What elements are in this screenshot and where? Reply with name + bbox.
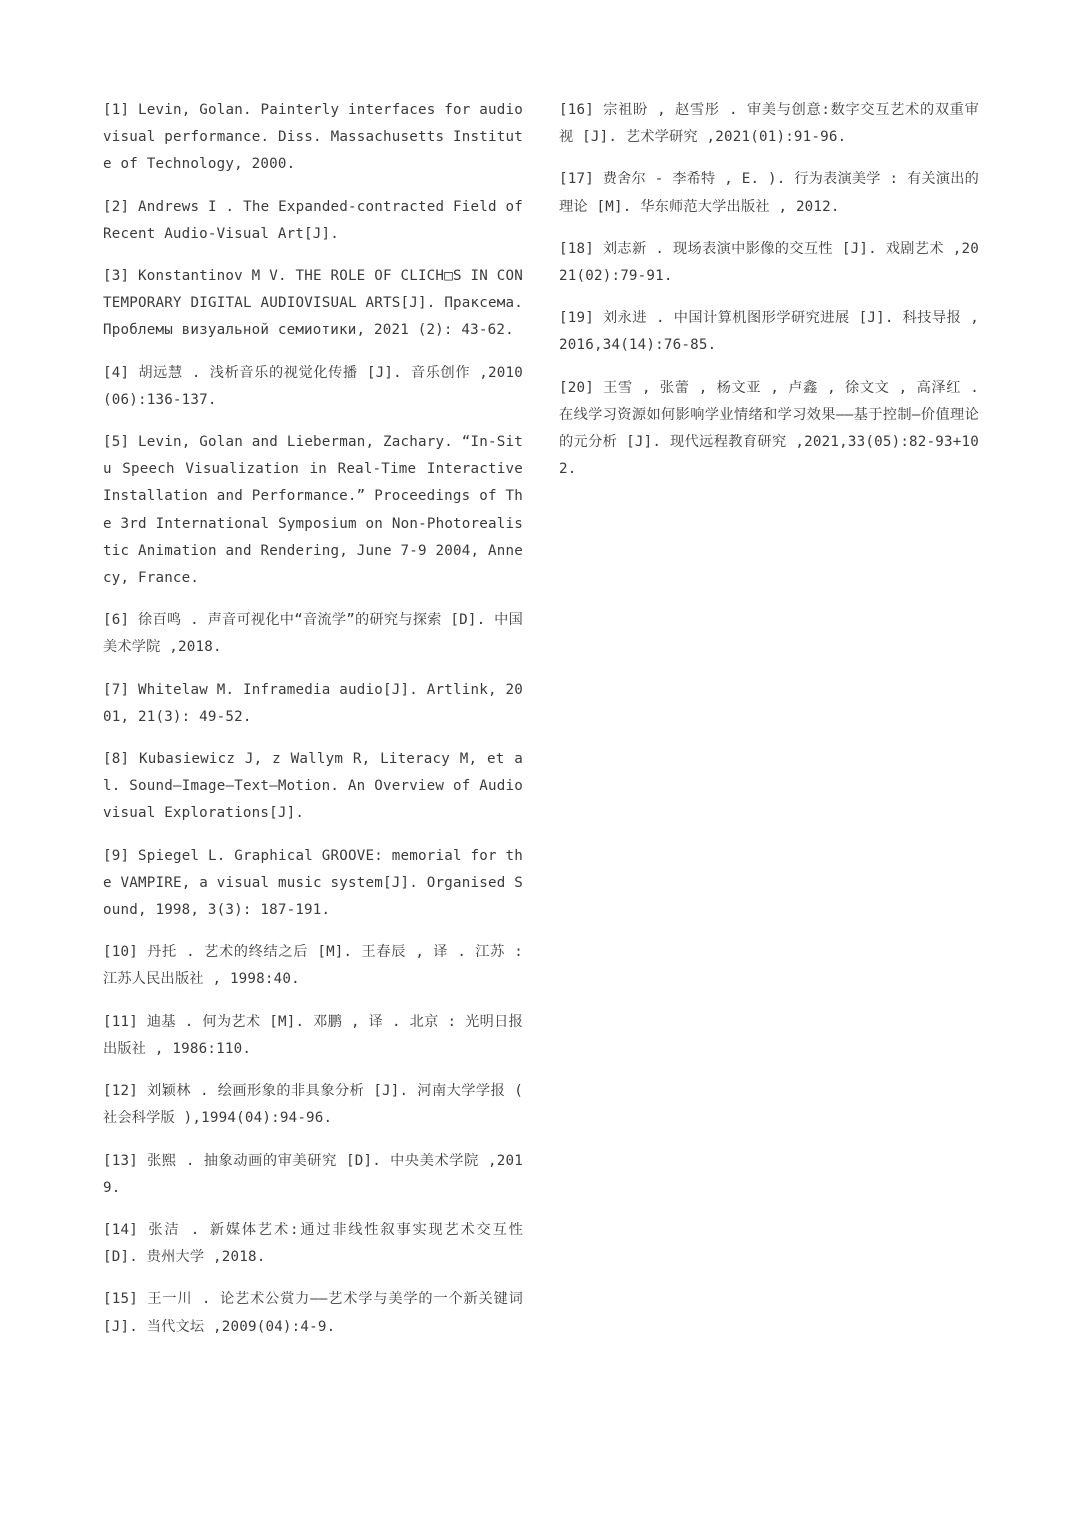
reference-item: [9] Spiegel L. Graphical GROOVE: memorial for the VAMPIRE, a visual music system[J]. Organised Sound, 1998, 3(3): 187-191. [103, 847, 523, 919]
reference-item: [5] Levin, Golan and Lieberman, Zachary. “In-Situ Speech Visualization in Real-Time Interactive Installation and Performance.” Proceedings of The 3rd International Symposium on Non-Photorealistic Animation and Rendering, June 7-9 2004, Annecy, France. [103, 434, 523, 587]
reference-item: [4] 胡远慧 . 浅析音乐的视觉化传播 [J]. 音乐创作 ,2010(06):136-137. [103, 364, 523, 408]
reference-item: [3] Konstantinov M V. THE ROLE OF CLICH□S IN CONTEMPORARY DIGITAL AUDIOVISUAL ARTS[J]. Праксема. Проблемы визуальной семиотики, 2021 (2): 43-62. [103, 268, 523, 339]
reference-item: [2] Andrews I . The Expanded-contracted Field of Recent Audio-Visual Art[J]. [103, 198, 523, 242]
reference-item: [1] Levin, Golan. Painterly interfaces for audiovisual performance. Diss. Massachusetts Institute of Technology, 2000. [103, 102, 523, 173]
reference-item: [18] 刘志新 . 现场表演中影像的交互性 [J]. 戏剧艺术 ,2021(02):79-91. [559, 240, 979, 285]
reference-item: [16] 宗祖盼 , 赵雪彤 . 审美与创意:数字交互艺术的双重审视 [J]. 艺术学研究 ,2021(01):91-96. [559, 102, 979, 146]
reference-item: [14] 张洁 . 新媒体艺术:通过非线性叙事实现艺术交互性 [D]. 贵州大学 ,2018. [103, 1221, 523, 1266]
references-right-column [559, 97, 979, 498]
reference-item: [12] 刘颖林 . 绘画形象的非具象分析 [J]. 河南大学学报 ( 社会科学版 ),1994(04):94-96. [103, 1083, 523, 1127]
reference-item: [6] 徐百鸣 . 声音可视化中“音流学”的研究与探索 [D]. 中国美术学院 ,2018. [103, 612, 523, 656]
reference-item: [11] 迪基 . 何为艺术 [M]. 邓鹏 , 译 . 北京 : 光明日报出版社 , 1986:110. [103, 1013, 523, 1057]
reference-item: [17] 费舍尔 - 李希特 , E. ). 行为表演美学 : 有关演出的理论 [M]. 华东师范大学出版社 , 2012. [559, 171, 979, 215]
reference-item: [10] 丹托 . 艺术的终结之后 [M]. 王春辰 , 译 . 江苏 : 江苏人民出版社 , 1998:40. [103, 944, 523, 988]
reference-item: [7] Whitelaw M. Inframedia audio[J]. Artlink, 2001, 21(3): 49-52. [103, 681, 523, 725]
reference-item: [8] Kubasiewicz J, z Wallym R, Literacy M, et al. Sound—Image—Text—Motion. An Overview of Audiovisual Explorations[J]. [103, 751, 523, 822]
references-left-column [103, 97, 523, 1356]
reference-item: [19] 刘永进 . 中国计算机图形学研究进展 [J]. 科技导报 ,2016,34(14):76-85. [559, 310, 979, 354]
reference-item: [13] 张熙 . 抽象动画的审美研究 [D]. 中央美术学院 ,2019. [103, 1152, 523, 1196]
reference-item: [15] 王一川 . 论艺术公赏力——艺术学与美学的一个新关键词 [J]. 当代文坛 ,2009(04):4-9. [103, 1291, 523, 1335]
reference-item: [20] 王雪 , 张蕾 , 杨文亚 , 卢鑫 , 徐文文 , 高泽红 . 在线学习资源如何影响学业情绪和学习效果——基于控制—价值理论的元分析 [J]. 现代远程教育研究 ,2021,33(05):82-93+102. [559, 379, 979, 478]
